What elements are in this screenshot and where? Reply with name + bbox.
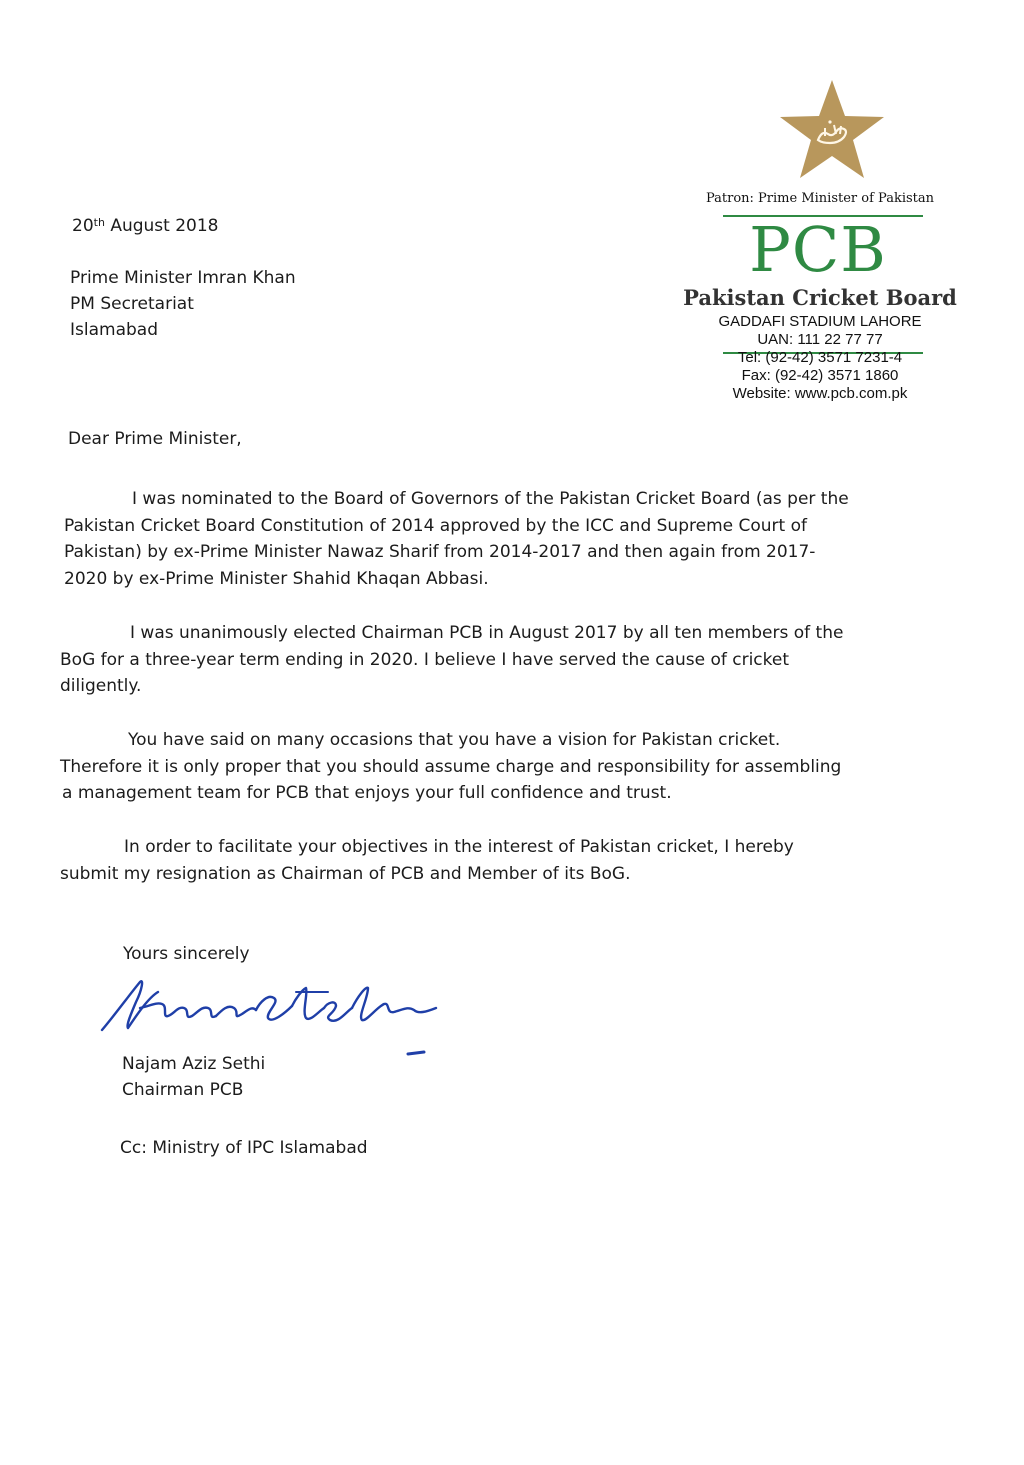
patron-line: Patron: Prime Minister of Pakistan xyxy=(705,191,934,206)
closing: Yours sincerely xyxy=(123,944,250,964)
paragraph-3 xyxy=(60,727,841,807)
date-day: 20 xyxy=(72,216,94,236)
signer-name: Najam Aziz Sethi xyxy=(122,1054,266,1074)
pcb-wordmark: PCB xyxy=(749,213,887,286)
paragraph-2 xyxy=(60,620,843,700)
paragraph-line: Pakistan) by ex-Prime Minister Nawaz Sharif from 2014-2017 and then again from 2017- xyxy=(64,542,816,562)
uan-line: UAN: 111 22 77 77 xyxy=(757,331,883,348)
paragraph-line: 2020 by ex-Prime Minister Shahid Khaqan Abbasi. xyxy=(64,568,489,589)
contact-block xyxy=(668,313,960,403)
fax-line: Fax: (92-42) 3571 1860 xyxy=(741,367,899,384)
organization-name: Pakistan Cricket Board xyxy=(683,285,957,310)
recipient-line: Prime Minister Imran Khan xyxy=(70,268,296,288)
paragraph-line: a management team for PCB that enjoys your full confidence and trust. xyxy=(62,783,672,803)
pcb-star-logo xyxy=(778,78,886,180)
paragraph-line: submit my resignation as Chairman of PCB and Member of its BoG. xyxy=(60,863,631,884)
salutation: Dear Prime Minister, xyxy=(68,429,242,449)
paragraph-line: In order to facilitate your objectives in the interest of Pakistan cricket, I hereby xyxy=(124,837,794,857)
paragraph-line: Therefore it is only proper that you should assume charge and responsibility for assembling xyxy=(60,756,842,777)
signer-title: Chairman PCB xyxy=(122,1080,244,1100)
tel-line: Tel: (92-42) 3571 7231-4 xyxy=(737,349,903,366)
recipient-address xyxy=(70,265,296,343)
paragraph-line: I was nominated to the Board of Governors of the Pakistan Cricket Board (as per the xyxy=(132,489,849,509)
address-line: GADDAFI STADIUM LAHORE xyxy=(718,313,922,330)
website-line: Website: www.pcb.com.pk xyxy=(732,385,908,402)
cc-line: Cc: Ministry of IPC Islamabad xyxy=(120,1138,368,1158)
date-suffix: th xyxy=(93,216,105,229)
paragraph-line: I was unanimously elected Chairman PCB in August 2017 by all ten members of the xyxy=(130,623,844,643)
letter-date xyxy=(72,213,219,239)
recipient-line: PM Secretariat xyxy=(70,294,194,314)
date-month-year: August 2018 xyxy=(104,216,219,236)
paragraph-4 xyxy=(58,834,794,887)
paragraph-line: BoG for a three-year term ending in 2020. I believe I have served the cause of cricket xyxy=(60,649,790,670)
paragraph-line: Pakistan Cricket Board Constitution of 2014 approved by the ICC and Supreme Court of xyxy=(64,515,807,536)
recipient-line: Islamabad xyxy=(70,320,158,340)
star-icon xyxy=(778,78,886,180)
paragraph-1 xyxy=(64,486,849,592)
paragraph-line: diligently. xyxy=(60,676,142,696)
signer-block xyxy=(122,1051,265,1103)
handwritten-signature xyxy=(96,968,466,1060)
paragraph-line: You have said on many occasions that you have a vision for Pakistan cricket. xyxy=(128,730,781,750)
